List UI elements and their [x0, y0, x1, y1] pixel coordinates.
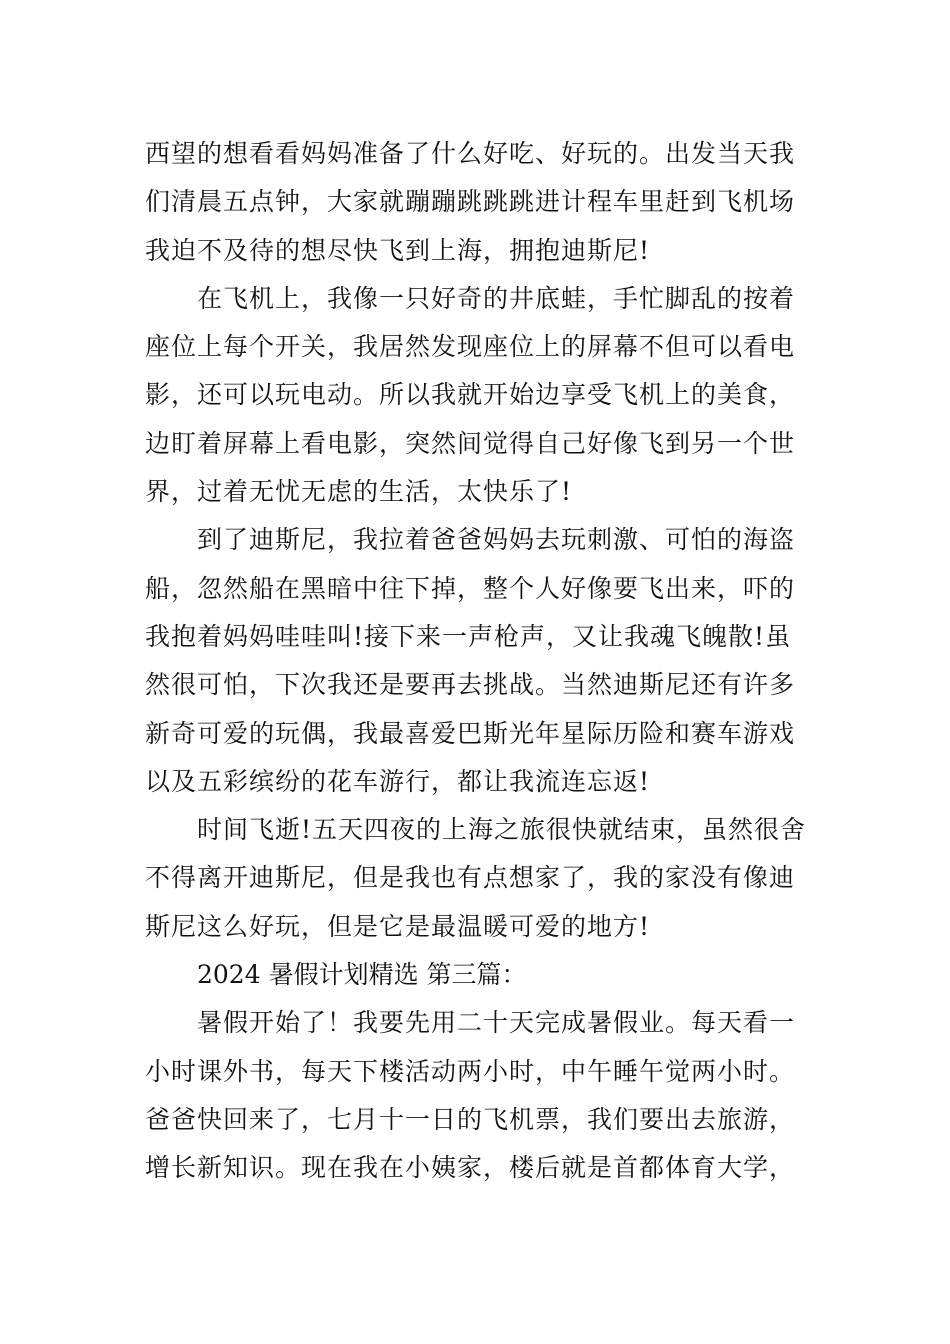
text-line: 座位上每个开关，我居然发现座位上的屏幕不但可以看电 [145, 332, 796, 362]
text-line: 增长新知识。现在我在小姨家，楼后就是首都体育大学， [145, 1153, 796, 1183]
text-line: 不得离开迪斯尼，但是我也有点想家了，我的家没有像迪 [145, 863, 796, 893]
text-line: 影，还可以玩电动。所以我就开始边享受飞机上的美食， [145, 380, 796, 410]
text-line: 新奇可爱的玩偶，我最喜爱巴斯光年星际历险和赛车游戏 [145, 718, 796, 748]
text-line: 爸爸快回来了，七月十一日的飞机票，我们要出去旅游， [145, 1104, 796, 1134]
text-line: 到了迪斯尼，我拉着爸爸妈妈去玩刺激、可怕的海盗 [197, 525, 796, 555]
text-line: 斯尼这么好玩，但是它是最温暖可爱的地方! [145, 911, 651, 941]
text-line: 西望的想看看妈妈准备了什么好吃、好玩的。出发当天我 [145, 139, 796, 168]
text-line: 界，过着无忧无虑的生活，太快乐了! [145, 477, 573, 507]
text-line: 在飞机上，我像一只好奇的井底蛙，手忙脚乱的按着 [197, 283, 796, 313]
text-line: 船，忽然船在黑暗中往下掉，整个人好像要飞出来，吓的 [145, 573, 796, 603]
body-text [145, 130, 810, 1193]
text-line: 暑假开始了！我要先用二十天完成暑假业。每天看一 [197, 1008, 796, 1038]
text-line: 边盯着屏幕上看电影，突然间觉得自己好像飞到另一个世 [145, 428, 796, 458]
text-line: 我迫不及待的想尽快飞到上海，拥抱迪斯尼! [145, 235, 651, 265]
text-line: 们清晨五点钟，大家就蹦蹦跳跳跳进计程车里赶到飞机场 [145, 187, 796, 217]
text-line: 小时课外书，每天下楼活动两小时，中午睡午觉两小时。 [145, 1056, 796, 1086]
text-line: 时间飞逝!五天四夜的上海之旅很快就结束，虽然很舍 [197, 815, 807, 845]
text-line: 我抱着妈妈哇哇叫!接下来一声枪声，又让我魂飞魄散!虽 [145, 621, 792, 651]
text-line: 然很可怕，下次我还是要再去挑战。当然迪斯尼还有许多 [145, 670, 796, 700]
section-heading: 2024 暑假计划精选 第三篇： [197, 960, 527, 990]
text-line: 以及五彩缤纷的花车游行，都让我流连忘返! [145, 766, 651, 796]
